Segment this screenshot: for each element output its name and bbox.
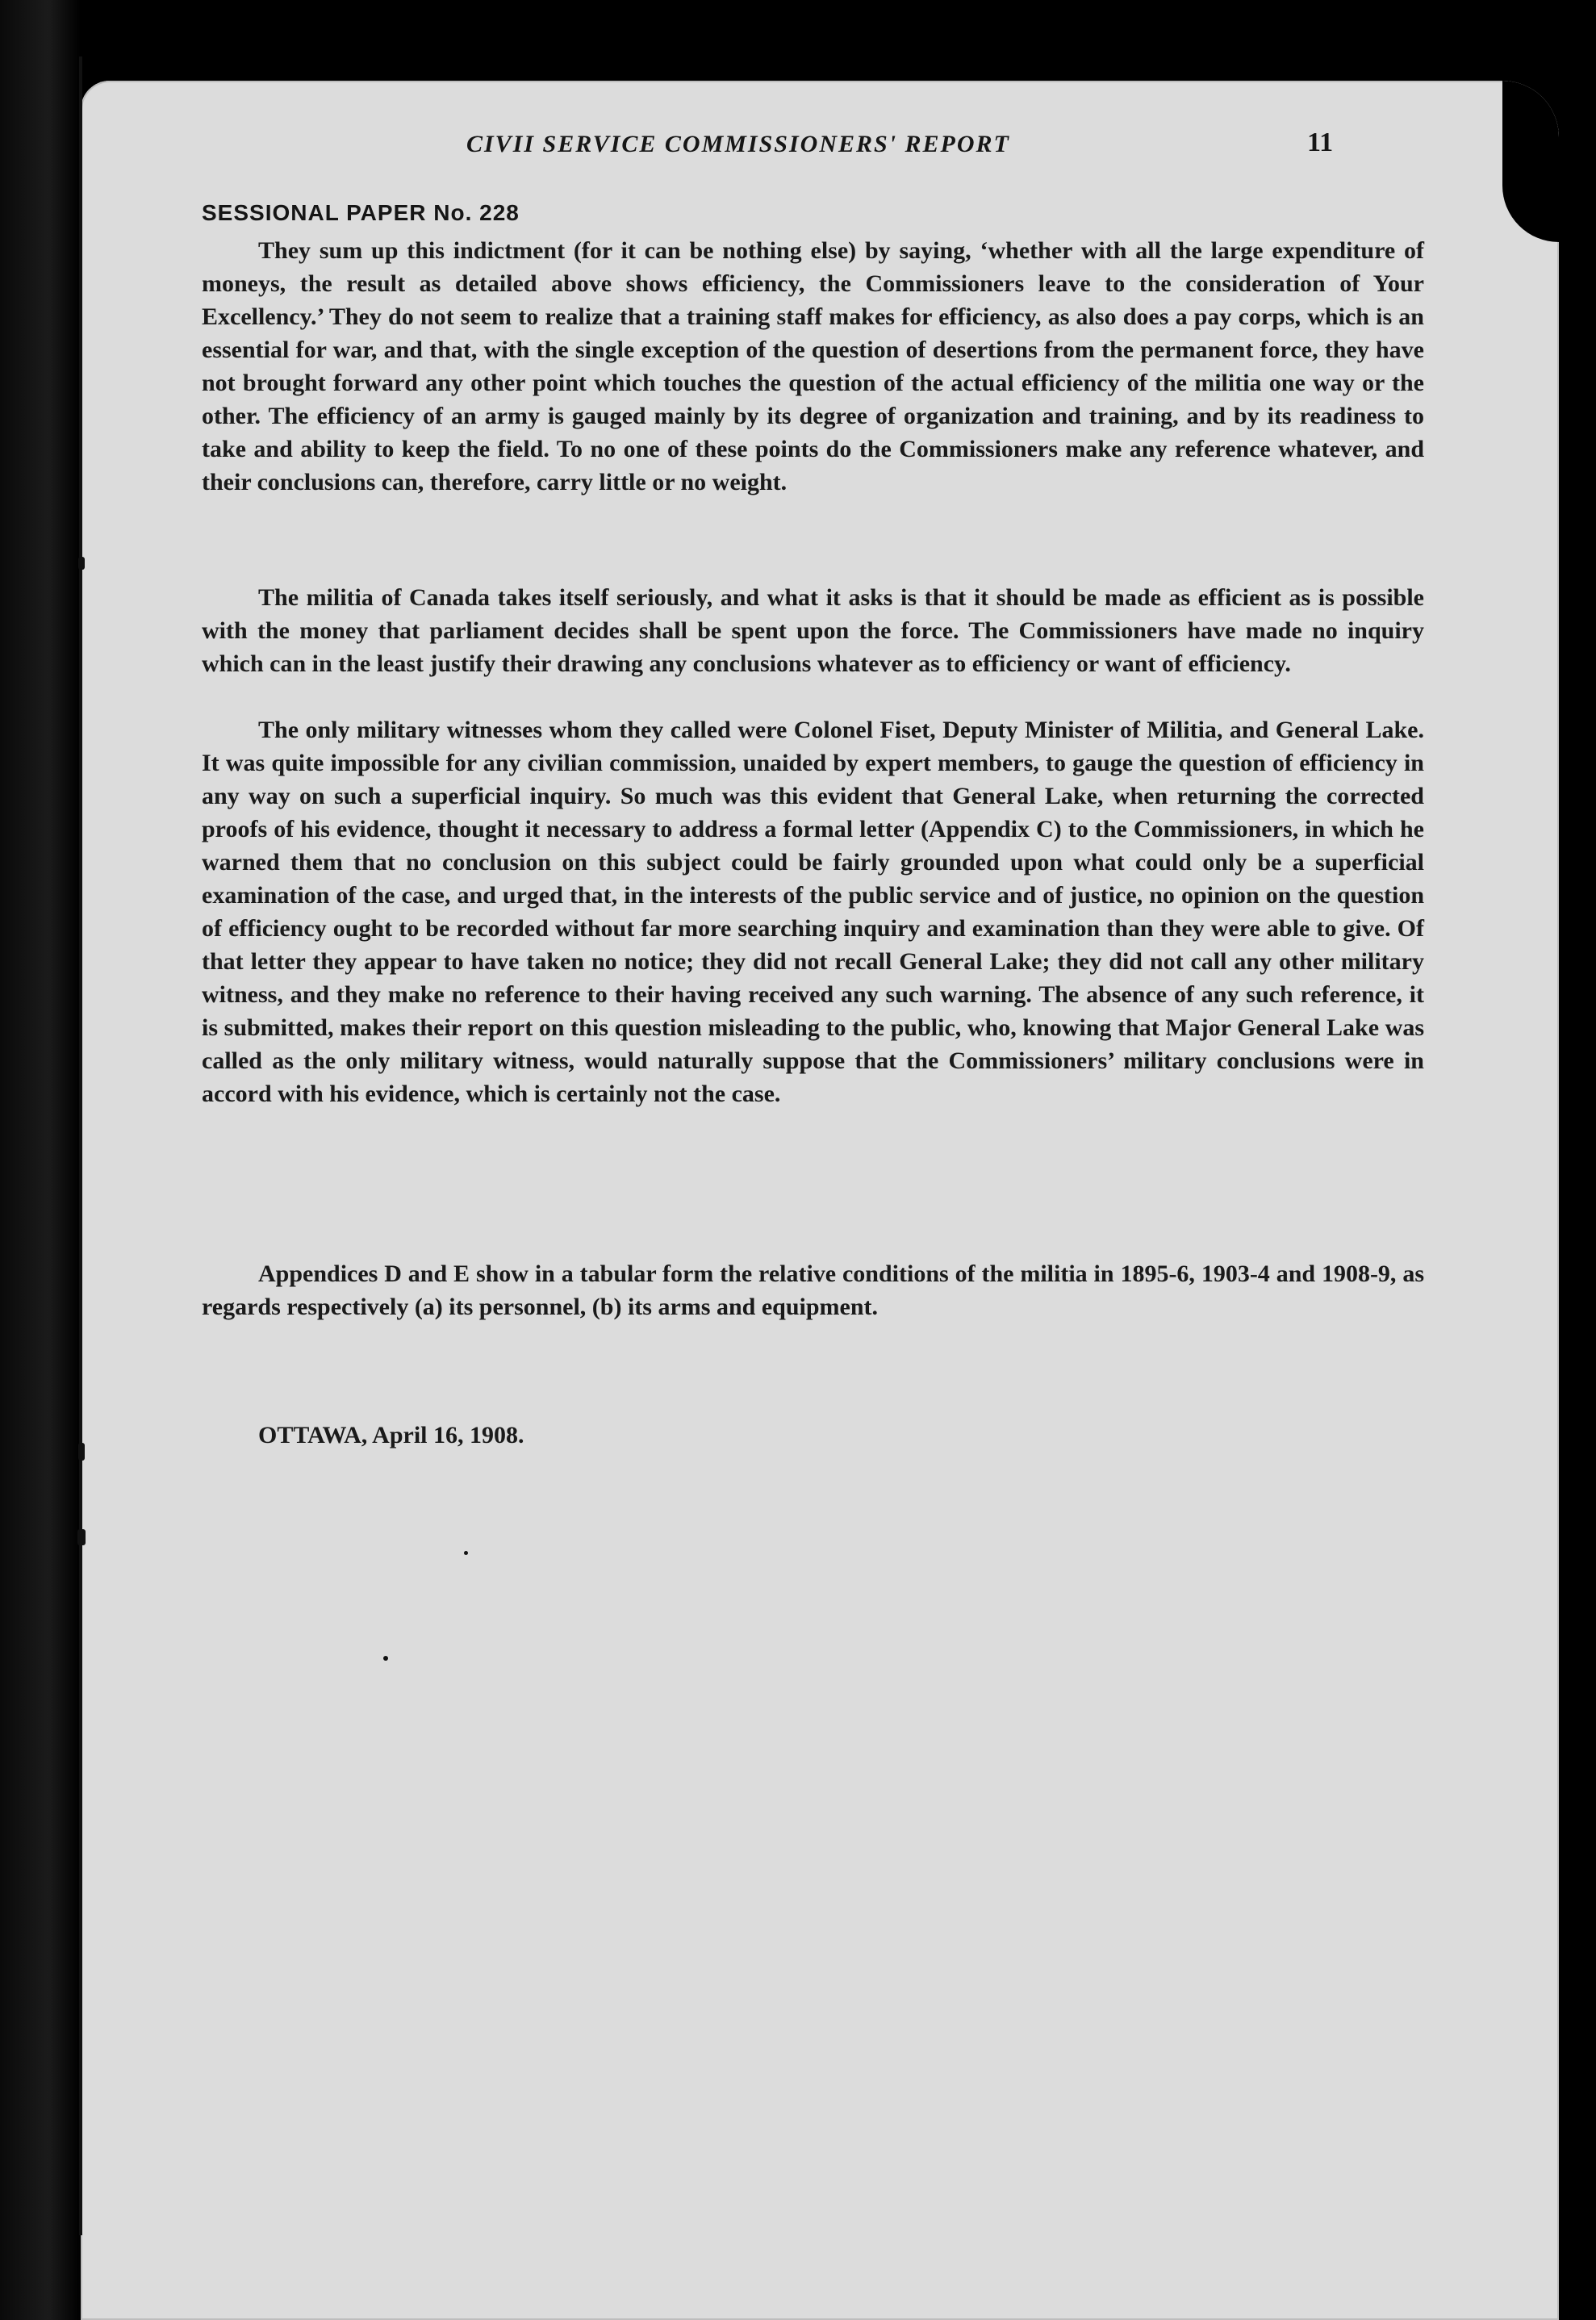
left-margin-rule bbox=[79, 56, 82, 2235]
body-paragraph: The militia of Canada takes itself seriously, and what it asks is that it should be made as efficient as is possible with the money that parliament decides shall be spent upon the force. The Commissioners have made no inquiry which can in the least justify their drawing any conclusions whatever as to efficiency or want of efficiency. bbox=[202, 584, 1424, 677]
book-spine bbox=[0, 0, 81, 2320]
body-paragraph: They sum up this indictment (for it can be nothing else) by saying, ‘whether with all the large expenditure of moneys, the result as detailed above shows efficiency, the Commissioners leave to the consideration of Your Excellency.’ They do not seem to realize that a training staff makes for efficiency, as also does a pay corps, which is an essential for war, and that, with the single exception of the question of desertions from the permanent force, they have not brought forward any other point which touches the question of the actual efficiency of the militia one way or the other. The efficiency of an army is gauged mainly by its degree of organization and training, and by its readiness to take and ability to keep the field. To no one of these points do the Commissioners make any reference whatever, and their conclusions can, therefore, carry little or no weight. bbox=[202, 237, 1424, 495]
margin-mark bbox=[77, 1529, 86, 1545]
sessional-paper-label: SESSIONAL PAPER No. 228 bbox=[202, 200, 520, 225]
page-corner bbox=[1502, 81, 1559, 242]
body-paragraph: Appendices D and E show in a tabular form the relative conditions of the militia in 1895-6, 1903-4 and 1908-9, as regards respectively (a) its personnel, (b) its arms and equipment. bbox=[202, 1260, 1424, 1320]
margin-mark bbox=[78, 1443, 85, 1461]
body-paragraph: The only military witnesses whom they called were Colonel Fiset, Deputy Minister of Militia, and General Lake. It was quite impossible for any civilian commission, unaided by expert members, to gauge the question of efficiency in any way on such a superficial inquiry. So much was this evident that General Lake, when returning the corrected proofs of his evidence, thought it necessary to address a formal letter (Appendix C) to the Commissioners, in which he warned them that no conclusion on this subject could be fairly grounded upon what could only be a superficial examination of the case, and urged that, in the interests of the public service and of justice, no opinion on the question of efficiency ought to be recorded without far more searching inquiry and examination than they were able to give. Of that letter they appear to have taken no notice; they did not recall General Lake; they did not call any other military witness, and they make no reference to their having received any such warning. The absence of any such reference, it is submitted, makes their report on this question misleading to the public, who, knowing that Major General Lake was called as the only military witness, would naturally suppose that the Commissioners’ military conclusions were in accord with his evidence, which is certainly not the case. bbox=[202, 717, 1424, 1107]
speck bbox=[383, 1656, 388, 1661]
margin-mark bbox=[78, 557, 85, 570]
running-head: CIVII SERVICE COMMISSIONERS' REPORT bbox=[466, 131, 1010, 157]
date-line: OTTAWA, April 16, 1908. bbox=[258, 1422, 524, 1448]
page-number: 11 bbox=[1307, 127, 1334, 157]
speck bbox=[464, 1551, 468, 1555]
